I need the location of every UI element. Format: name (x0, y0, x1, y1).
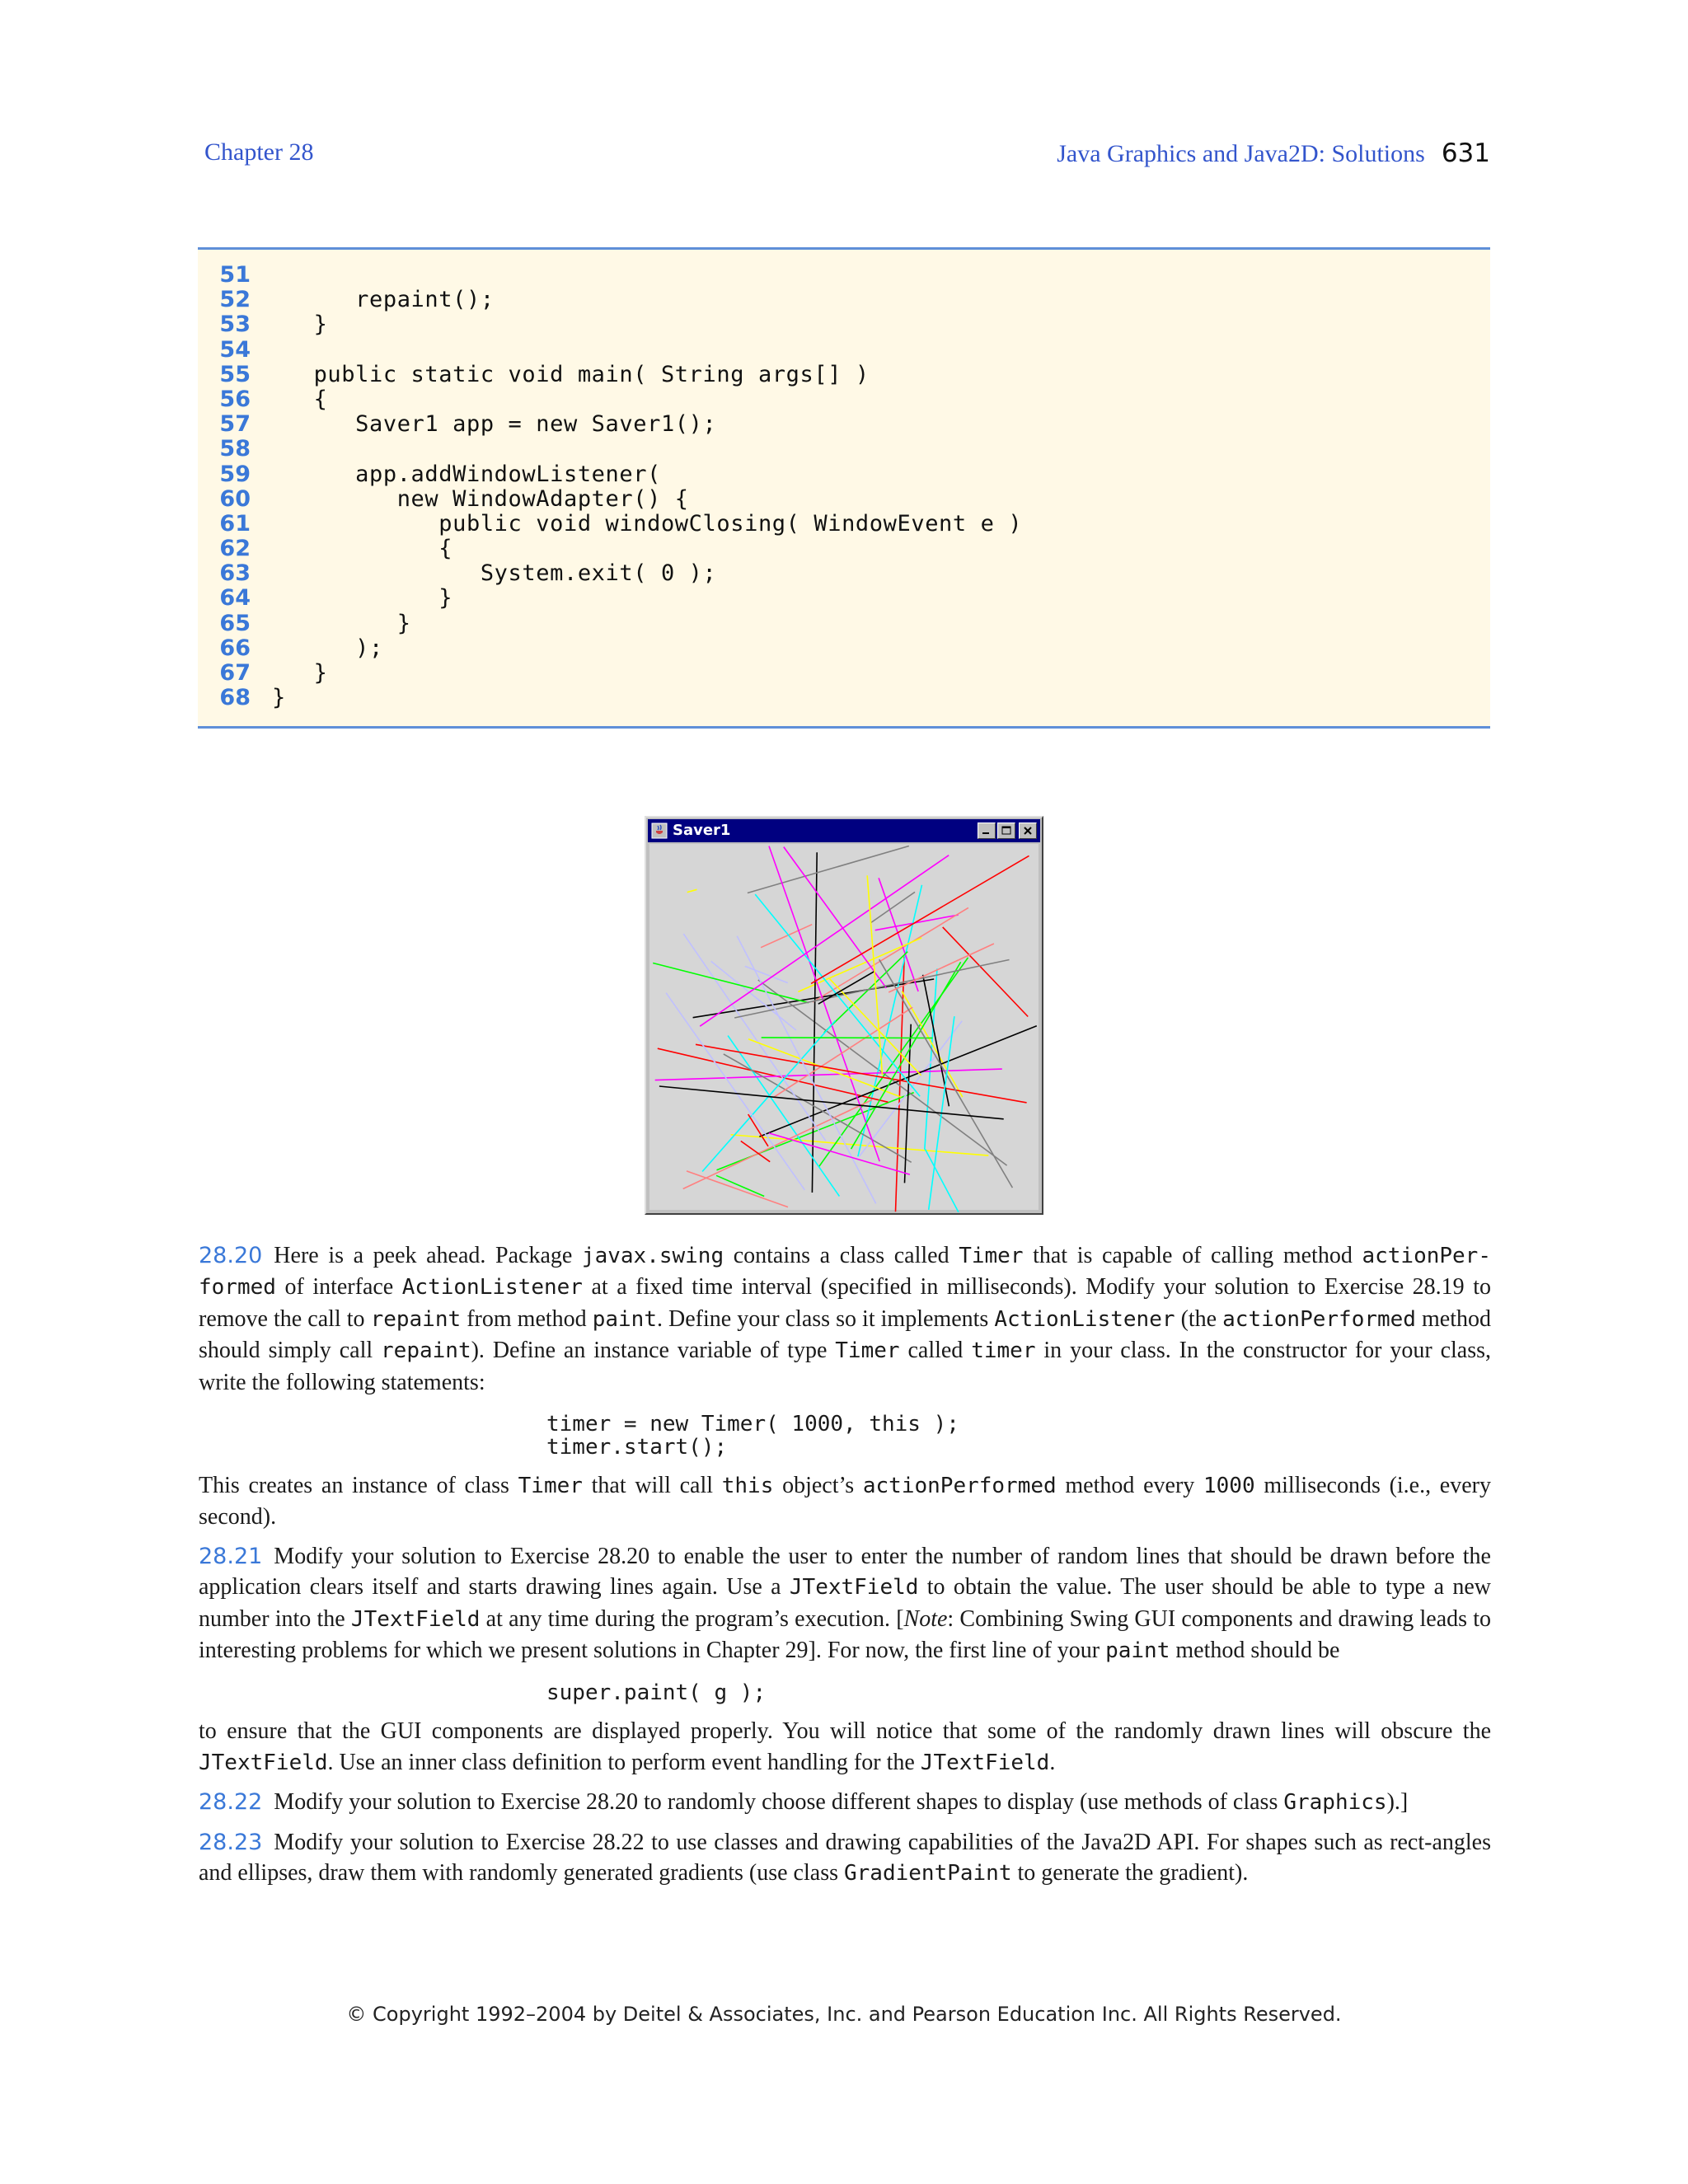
line-number: 61 (219, 510, 251, 537)
maximize-icon (1000, 825, 1013, 837)
random-line (666, 993, 804, 1190)
line-number: 64 (219, 585, 251, 612)
text: that will call (582, 1473, 722, 1499)
text: method every (1056, 1473, 1203, 1499)
text: ).] (1386, 1789, 1409, 1816)
code-line (198, 636, 1490, 661)
exercise-28-23 (199, 1827, 1491, 1890)
code-term: paint (1105, 1638, 1170, 1664)
text: method should be (1170, 1638, 1340, 1664)
code-snippet-line: super.paint( g ); (546, 1680, 767, 1706)
text: Modify your solution to Exercise 28.22 to use classes and drawing capabilities of the Java2D API. For shapes such as rect-angles and ellipses, draw them with randomly generated gradients (use class (199, 1829, 1491, 1886)
code-term: actionPerformed (862, 1474, 1057, 1499)
text: Modify your solution to Exercise 28.20 to enable the user to enter the number of random lines that should be drawn before the application clears itself and starts drawing lines again. Use a (199, 1543, 1491, 1601)
code-line (198, 686, 1490, 710)
code-line (198, 661, 1490, 686)
random-line (830, 979, 921, 1076)
text: Here is a peek ahead. Package (274, 1243, 582, 1268)
code-term: Timer (518, 1474, 583, 1499)
code-line (198, 462, 1490, 487)
random-line (659, 1086, 1004, 1119)
code-term: 1000 (1203, 1474, 1255, 1499)
text: : Combining Swing GUI components and drawing leads to interesting problems for which we present solutions in Chapter 29]. For now, the first line of your (199, 1605, 1491, 1664)
line-number: 55 (219, 361, 251, 387)
random-line (818, 972, 874, 1004)
close-button[interactable] (1019, 823, 1037, 839)
code-text: } (272, 610, 411, 636)
close-icon (1021, 825, 1034, 837)
random-line (653, 963, 809, 1003)
code-text: } (272, 660, 328, 686)
text: that is capable of calling method (1023, 1243, 1362, 1268)
maximize-button[interactable] (997, 823, 1015, 839)
code-term: GradientPaint (844, 1861, 1012, 1886)
code-text: repaint(); (272, 287, 495, 313)
code-text: app.addWindowListener( (272, 461, 661, 487)
line-number: 67 (219, 660, 251, 686)
line-number: 58 (219, 436, 251, 462)
random-line (658, 1048, 889, 1102)
random-line (716, 1175, 764, 1196)
text: to ensure that the GUI components are displayed properly. You will notice that some of the randomly drawn lines will obscure the (199, 1718, 1491, 1745)
random-line (879, 959, 1013, 1188)
code-term: JTextField (199, 1750, 328, 1775)
code-term: JTextField (920, 1750, 1050, 1775)
code-term: javax.swing (581, 1244, 724, 1268)
code-term: timer (971, 1338, 1036, 1364)
window-title: Saver1 (673, 822, 731, 839)
minimize-icon (980, 825, 993, 837)
text: at a fixed time interval (specified in milliseconds). Modify your solution to Exercise 28.19 to remove the call to (199, 1274, 1491, 1332)
random-line (769, 846, 879, 1162)
random-line (761, 925, 812, 948)
code-line (198, 288, 1490, 312)
code-text: public static void main( String args[] ) (272, 361, 870, 387)
window-titlebar[interactable] (648, 819, 1040, 842)
code-snippet (199, 1681, 1491, 1704)
code-line (198, 437, 1490, 462)
exercise-number: 28.20 (199, 1243, 263, 1268)
exercise-number: 28.21 (199, 1543, 263, 1569)
code-line (198, 312, 1490, 337)
code-line (198, 561, 1490, 586)
line-number: 52 (219, 287, 251, 313)
code-term: JTextField (350, 1606, 481, 1632)
code-listing (198, 247, 1490, 729)
chapter-title: Java Graphics and Java2D: Solutions (1057, 140, 1425, 167)
copyright-footer: © Copyright 1992–2004 by Deitel & Associates, Inc. and Pearson Education Inc. All Rights Reserved. (346, 2003, 1342, 2026)
saver1-window (645, 816, 1043, 1215)
text: This creates an instance of class (199, 1473, 518, 1499)
text: method should simply call (199, 1305, 1492, 1364)
random-line (748, 1114, 768, 1146)
code-term: actionPerformed (1222, 1306, 1416, 1332)
code-term: Graphics (1283, 1790, 1387, 1816)
code-term: repaint (370, 1306, 462, 1332)
code-line (198, 412, 1490, 437)
code-text: } (272, 585, 453, 612)
code-line (198, 586, 1490, 611)
line-number: 62 (219, 536, 251, 562)
code-text: System.exit( 0 ); (272, 560, 717, 587)
code-term: this (721, 1474, 774, 1499)
line-number: 56 (219, 386, 251, 412)
text: at any time during the program’s execution. [ (480, 1605, 904, 1632)
text: to generate the gradient). (1011, 1860, 1249, 1886)
text: in your class. In the constructor for your class, write the following statements: (199, 1338, 1492, 1395)
exercise-28-22 (199, 1787, 1491, 1818)
code-text: { (272, 536, 453, 562)
exercise-28-21-followup (199, 1716, 1491, 1779)
exercise-28-21 (199, 1541, 1491, 1667)
line-number: 65 (219, 610, 251, 636)
line-number: 66 (219, 635, 251, 661)
code-line (198, 512, 1490, 537)
minimize-button[interactable] (978, 823, 996, 839)
code-text: ); (272, 635, 383, 661)
text: object’s (773, 1473, 863, 1499)
code-term: Timer (835, 1338, 900, 1364)
text: ). Define an instance variable of type (471, 1338, 836, 1364)
code-text: } (272, 685, 286, 711)
code-line (198, 537, 1490, 561)
code-term: paint (592, 1306, 657, 1332)
line-number: 60 (219, 485, 251, 512)
line-number: 57 (219, 411, 251, 438)
text: . (1049, 1749, 1056, 1775)
drawing-canvas (649, 844, 1039, 1210)
page-number: 631 (1441, 138, 1490, 168)
text: milliseconds (i.e., every second). (199, 1473, 1491, 1530)
line-number: 54 (219, 336, 251, 363)
text: Modify your solution to Exercise 28.20 to randomly choose different shapes to display (use methods of class (274, 1789, 1284, 1816)
code-line (198, 387, 1490, 412)
code-text: { (272, 386, 328, 412)
code-text: Saver1 app = new Saver1(); (272, 411, 717, 438)
chapter-label: Chapter 28 (204, 138, 314, 166)
code-snippet-line: timer = new Timer( 1000, this ); (546, 1412, 959, 1437)
code-line (198, 363, 1490, 387)
code-term: Timer (959, 1244, 1024, 1268)
code-term: JTextField (789, 1575, 919, 1601)
page-header (204, 138, 1490, 180)
line-number: 63 (219, 560, 251, 587)
text: called (899, 1338, 972, 1364)
random-line (687, 1171, 788, 1207)
text: (the (1175, 1305, 1223, 1332)
note-label: Note (903, 1605, 948, 1632)
code-term: ActionListener (401, 1275, 583, 1301)
text: from method (461, 1305, 593, 1332)
exercise-text (199, 1240, 1491, 1898)
random-line (687, 889, 697, 892)
line-number: 51 (219, 262, 251, 288)
running-title (1057, 138, 1490, 168)
code-lines (198, 263, 1490, 710)
text: . Use an inner class definition to perform event handling for the (327, 1749, 921, 1775)
code-text: new WindowAdapter() { (272, 485, 689, 512)
exercise-28-20 (199, 1240, 1491, 1398)
line-number: 59 (219, 461, 251, 487)
exercise-28-20-followup (199, 1470, 1491, 1533)
random-line (824, 952, 907, 1033)
random-line (875, 915, 959, 930)
code-line (198, 338, 1490, 363)
code-snippet-line: timer.start(); (546, 1435, 728, 1460)
random-line (731, 1135, 989, 1155)
text: . Define your class so it implements (656, 1305, 995, 1332)
code-text: public void windowClosing( WindowEvent e ) (272, 510, 1023, 537)
line-number: 53 (219, 312, 251, 338)
random-lines (649, 844, 1039, 1213)
code-term: actionPer-formed (199, 1244, 1491, 1301)
exercise-number: 28.22 (199, 1789, 263, 1816)
code-term: repaint (381, 1338, 471, 1364)
code-snippet (199, 1413, 1491, 1459)
text: of interface (275, 1274, 402, 1301)
code-line (198, 263, 1490, 288)
code-line (198, 487, 1490, 512)
code-text: } (272, 312, 328, 338)
line-number: 68 (219, 685, 251, 711)
java-app-icon (651, 823, 668, 839)
exercise-number: 28.23 (199, 1829, 263, 1855)
text: to obtain the value. The user should be able to type a new number into the (199, 1574, 1491, 1632)
code-term: ActionListener (994, 1306, 1175, 1332)
code-line (198, 612, 1490, 636)
text: contains a class called (724, 1243, 959, 1268)
